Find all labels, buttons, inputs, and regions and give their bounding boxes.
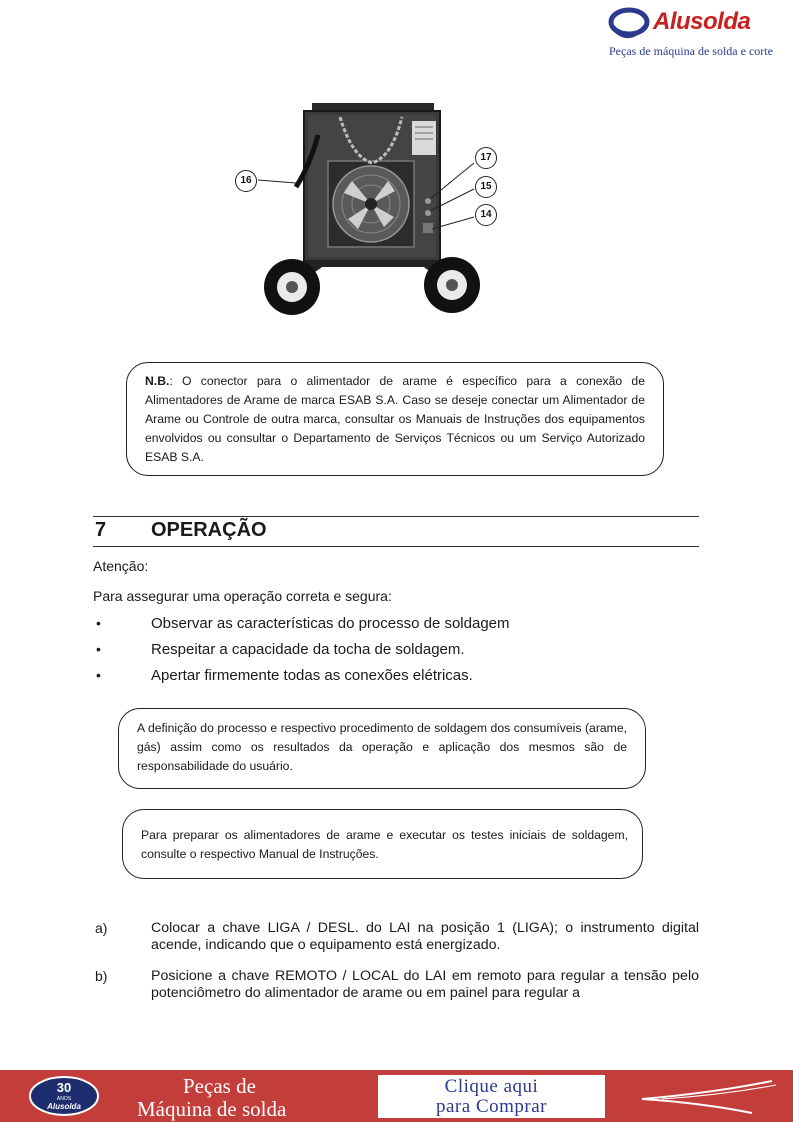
brand-name: Alusolda (653, 8, 751, 35)
callout-15: 15 (475, 176, 497, 198)
section-number: 7 (95, 519, 107, 541)
heading-rule-bottom (93, 546, 699, 547)
anniversary-badge-icon (28, 1075, 100, 1117)
intro-text: Para assegurar uma operação correta e segura: (93, 588, 392, 604)
nb-label: N.B. (145, 374, 170, 388)
process-note-box (118, 708, 646, 789)
badge-number: 30 (56, 1080, 72, 1095)
brand-logo (603, 4, 773, 64)
buy-line1: Clique aqui (444, 1076, 539, 1097)
process-note-text: A definição do processo e respectivo procedimento de soldagem dos consumíveis (arame, gás) assim como os resultados da operação e aplicação dos mesmos são de responsabilidade do usuário. (137, 721, 627, 773)
footer-line2: Máquina de solda (137, 1097, 287, 1121)
step-text: Posicione a chave REMOTO / LOCAL do LAI em remoto para regular a tensão pelo potenciômetro do alimentador de arame ou em painel para regular a (151, 968, 699, 1001)
brand-tagline: Peças de máquina de solda e corte (609, 44, 773, 58)
welding-machine-image (230, 95, 510, 335)
swoosh-logo-icon (607, 6, 651, 42)
callout-16: 16 (235, 170, 257, 192)
step-text: Colocar a chave LIGA / DESL. do LAI na posição 1 (LIGA); o instrumento digital acende, indicando que o equipamento está energizado. (151, 920, 699, 953)
attention-label: Atenção: (93, 558, 149, 574)
footer-banner[interactable] (0, 1070, 793, 1122)
badge-sub: ANOS (56, 1096, 72, 1102)
bullet-item: Apertar firmemente todas as conexões elétricas. (151, 667, 473, 684)
nb-text: : O conector para o alimentador de arame é específico para a conexão de Alimentadores de Arame de marca ESAB S.A. Caso se deseje conectar um Alimentador de Arame ou Controle de outra marca, consultar os Manuais de Instruções dos equipamentos envolvidos ou consultar o Departamento de Serviços Técnicos ou um Serviço Autorizado ESAB S.A. (145, 374, 645, 464)
heading-rule-top (93, 516, 699, 517)
arrow-left-icon (632, 1075, 782, 1117)
bullet-dot: • (96, 615, 101, 631)
bullet-dot: • (96, 667, 101, 683)
buy-now-button[interactable] (378, 1075, 605, 1118)
prepare-note-box (122, 809, 643, 879)
footer-line1: Peças de (183, 1074, 256, 1098)
machine-rear-figure (230, 95, 510, 335)
callout-14: 14 (475, 204, 497, 226)
section-title: OPERAÇÃO (151, 519, 267, 541)
step-letter: b) (95, 968, 108, 984)
nb-note-box (126, 362, 664, 476)
bullet-item: Respeitar a capacidade da tocha de soldagem. (151, 641, 465, 658)
prepare-note-text: Para preparar os alimentadores de arame e executar os testes iniciais de soldagem, consulte o respectivo Manual de Instruções. (141, 828, 628, 861)
step-letter: a) (95, 920, 108, 936)
callout-17: 17 (475, 147, 497, 169)
buy-line2: para Comprar (436, 1096, 547, 1117)
bullet-item: Observar as características do processo de soldagem (151, 615, 510, 632)
bullet-dot: • (96, 641, 101, 657)
badge-brand: Alusolda (47, 1102, 81, 1111)
